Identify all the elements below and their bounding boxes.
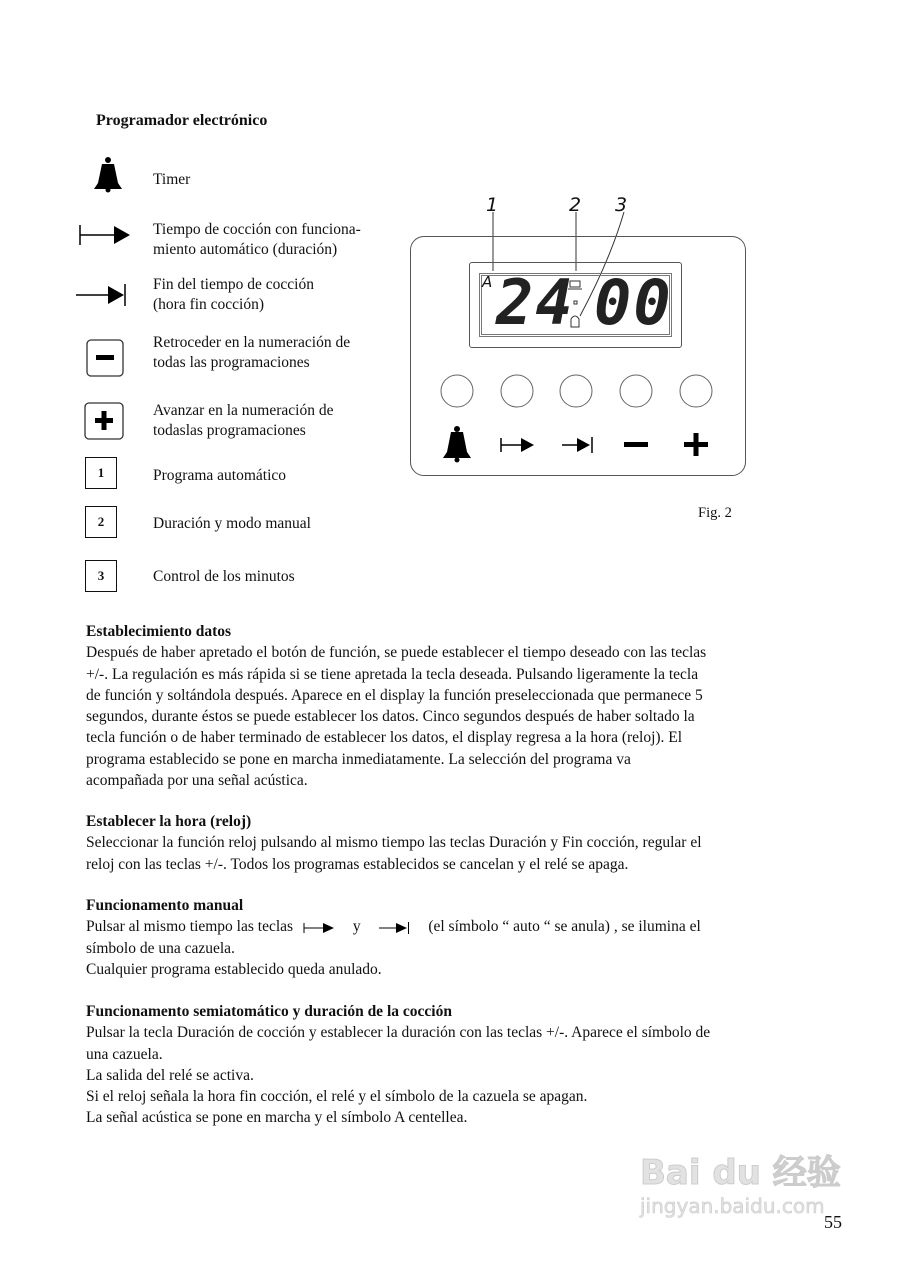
legend-duration-line1: Tiempo de cocción con funciona- — [153, 221, 361, 238]
text: (el símbolo “ auto “ se anula) , se ilumina el — [428, 918, 701, 936]
timer-button[interactable] — [441, 375, 473, 407]
section-title: Programador electrónico — [96, 112, 268, 129]
duration-arrow-icon — [501, 438, 534, 452]
figure-caption: Fig. 2 — [698, 505, 732, 521]
baidu-watermark — [640, 1145, 841, 1218]
paragraph-line: segundos, durante éstos se puede establecer los datos. Cinco segundos después de haber soltado la — [86, 708, 695, 726]
legend-minutes: Control de los minutos — [153, 568, 295, 585]
minus-icon — [86, 339, 124, 377]
paragraph-line: Cualquier programa establecido queda anulado. — [86, 960, 382, 978]
legend-minus-line1: Retroceder en la numeración de — [153, 334, 351, 351]
page-number: 55 — [824, 1212, 842, 1232]
plus-icon — [684, 433, 708, 456]
lcd-display — [469, 262, 682, 348]
plus-icon — [84, 402, 124, 440]
paragraph-line: Si el reloj señala la hora fin cocción, el relé y el símbolo de la cazuela se apagan. — [86, 1088, 588, 1106]
duration-button[interactable] — [501, 375, 533, 407]
callout-2: 2 — [569, 194, 582, 216]
section-heading: Funcionamento manual — [86, 897, 244, 914]
section-semiautomatic — [86, 1001, 816, 1129]
legend-end-line2: (hora fin cocción) — [153, 296, 265, 313]
minus-button[interactable] — [620, 375, 652, 407]
paragraph-line: programa establecido se pone en marcha inmediatamente. La selección del programa va — [86, 750, 631, 768]
paragraph-line: Seleccionar la función reloj pulsando al mismo tiempo las teclas Duración y Fin cocción, regular el — [86, 834, 702, 852]
paragraph-line: tecla función o de haber terminado de establecer los datos, el display regresa a la hora (reloj). El — [86, 729, 683, 747]
section-heading: Establecimiento datos — [86, 623, 232, 640]
auto-symbol: A — [482, 273, 493, 291]
paragraph-line: +/-. La regulación es más rápida si se tiene apretada la tecla deseada. Pulsando ligeramente la tecla — [86, 665, 699, 683]
end-time-arrow-icon — [562, 437, 592, 453]
text: y — [352, 918, 361, 936]
duration-arrow-icon — [78, 220, 132, 250]
section-manual — [86, 895, 816, 980]
legend-plus-line2: todaslas programaciones — [153, 422, 306, 439]
paragraph-line: reloj con las teclas +/-. Todos los programas establecidos se cancelan y el relé se apaga. — [86, 855, 629, 873]
section-data-setting — [86, 621, 816, 791]
section-set-clock — [86, 811, 816, 875]
section-heading: Funcionamento semiatomático y duración de la cocción — [86, 1003, 452, 1020]
legend-duration-manual: Duración y modo manual — [153, 515, 311, 532]
legend-timer: Timer — [153, 171, 191, 188]
callout-1: 1 — [486, 194, 499, 216]
plus-button[interactable] — [680, 375, 712, 407]
text: Pulsar al mismo tiempo las teclas — [86, 918, 294, 936]
paragraph-line: La salida del relé se activa. — [86, 1066, 254, 1084]
paragraph-line: símbolo de una cazuela. — [86, 939, 235, 957]
display-hours: 24 — [496, 266, 575, 339]
paragraph-line: una cazuela. — [86, 1045, 163, 1063]
duration-arrow-icon — [303, 920, 335, 936]
paragraph-line: La señal acústica se pone en marcha y el símbolo A centellea. — [86, 1109, 468, 1127]
button-row — [410, 370, 746, 470]
watermark-brand: Bai du 经验 — [640, 1153, 841, 1193]
end-time-arrow-icon — [74, 280, 128, 310]
paragraph-line — [86, 916, 816, 937]
paragraph-line: de función y soltándola después. Aparece en el display la función preseleccionada que permanece 5 — [86, 686, 703, 704]
bell-icon — [443, 426, 471, 463]
paragraph-line: Después de haber apretado el botón de función, se puede establecer el tiempo deseado con las teclas — [86, 644, 707, 662]
bell-icon — [88, 155, 128, 195]
section-heading: Establecer la hora (reloj) — [86, 813, 252, 830]
pot-and-bell-symbols — [566, 277, 586, 337]
paragraph-line: acompañada por una señal acústica. — [86, 772, 308, 790]
end-time-button[interactable] — [560, 375, 592, 407]
program-number-box: 3 — [85, 560, 117, 592]
legend-minus-line2: todas las programaciones — [153, 354, 310, 371]
legend-duration-line2: miento automático (duración) — [153, 241, 338, 258]
end-time-arrow-icon — [378, 920, 410, 936]
paragraph-line: Pulsar la tecla Duración de cocción y establecer la duración con las teclas +/-. Aparece el símbolo de — [86, 1024, 711, 1042]
display-minutes: 00 — [594, 266, 673, 339]
callout-3: 3 — [615, 194, 628, 216]
program-number-box: 1 — [85, 457, 117, 489]
legend-plus-line1: Avanzar en la numeración de — [153, 402, 334, 419]
legend-program-auto: Programa automático — [153, 467, 286, 484]
legend-end-line1: Fin del tiempo de cocción — [153, 276, 314, 293]
minus-icon — [624, 442, 648, 447]
program-number-box: 2 — [85, 506, 117, 538]
watermark-url: jingyan.baidu.com — [640, 1194, 825, 1218]
